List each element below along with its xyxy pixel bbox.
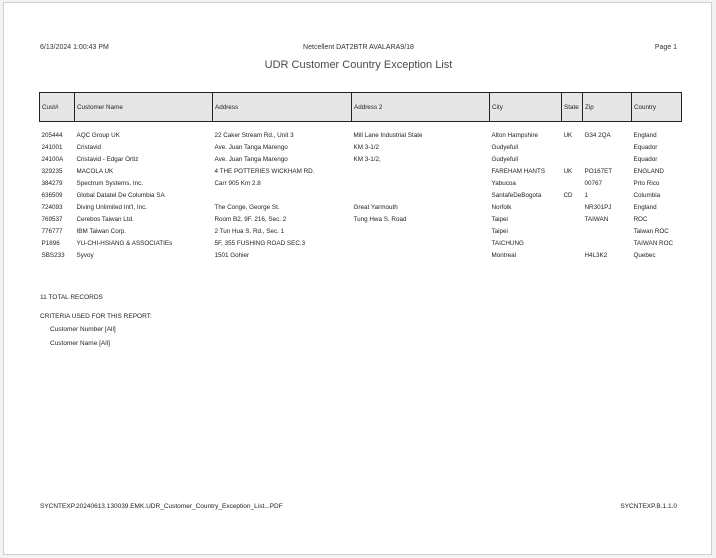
table-cell: Syvoy bbox=[76, 252, 94, 259]
table-cell: Cerebos Taiwan Ltd. bbox=[76, 216, 134, 223]
table-cell: FAREHAM HANTS bbox=[491, 168, 546, 175]
table-cell: TAIWAN bbox=[584, 216, 609, 223]
table-cell: 5F, 355 FUSHING ROAD SEC.3 bbox=[214, 240, 306, 247]
table-cell: Prto Rico bbox=[633, 180, 660, 187]
company-name: Netcellent DAT2BTR AVALARA9/18 bbox=[303, 44, 414, 51]
column-header: Cust# bbox=[40, 93, 75, 122]
table-cell: 4 THE POTTERIES WICKHAM RD. bbox=[214, 168, 315, 175]
table-cell bbox=[352, 250, 490, 262]
table-cell: 1 bbox=[584, 192, 589, 199]
table-cell: 1501 Gohier bbox=[214, 252, 250, 259]
table-cell bbox=[583, 154, 632, 166]
footer-filename: SYCNTEXP.20240613.130039.EMK.UDR_Customer_Country_Exception_List...PDF bbox=[40, 503, 283, 510]
table-cell bbox=[352, 190, 490, 202]
table-row bbox=[40, 226, 682, 238]
table-cell: KM 3-1/2 bbox=[353, 144, 380, 151]
table-cell: Taipei bbox=[491, 216, 508, 223]
table-cell: Mill Lane Industrial State bbox=[353, 132, 423, 139]
table-cell: Ave. Juan Tanga Marengo bbox=[214, 156, 288, 163]
column-header: Customer Name bbox=[75, 93, 213, 122]
table-cell: 00767 bbox=[584, 180, 603, 187]
table-cell bbox=[562, 250, 583, 262]
table-cell bbox=[583, 142, 632, 154]
table-cell: Diving Unlimited Int'l, Inc. bbox=[76, 204, 147, 211]
table-cell: Alton Hampshire bbox=[491, 132, 539, 139]
table-cell bbox=[562, 154, 583, 166]
table-cell: TAICHUNG bbox=[491, 240, 524, 247]
table-cell bbox=[352, 226, 490, 238]
table-cell: Yabucoa bbox=[491, 180, 516, 187]
criteria-customer-name: Customer Name [All] bbox=[50, 340, 110, 347]
report-page bbox=[3, 2, 712, 555]
table-cell: KM 3-1/2, bbox=[353, 156, 381, 163]
table-cell bbox=[562, 214, 583, 226]
table-cell: 22 Caker Stream Rd., Unit 3 bbox=[214, 132, 294, 139]
table-cell bbox=[352, 178, 490, 190]
table-row bbox=[40, 214, 682, 226]
table-cell: SBS233 bbox=[41, 252, 65, 259]
table-cell: Montreal bbox=[491, 252, 516, 259]
table-cell: Cristavid bbox=[76, 144, 101, 151]
report-datetime: 6/13/2024 1:00:43 PM bbox=[40, 44, 109, 51]
table-cell: Carr 905 Km 2.8 bbox=[214, 180, 261, 187]
table-row bbox=[40, 190, 682, 202]
table-row bbox=[40, 142, 682, 154]
table-cell: Equador bbox=[633, 156, 658, 163]
footer-version: SYCNTEXP.B.1.1.0 bbox=[620, 503, 677, 510]
spacer-row bbox=[40, 122, 682, 131]
table-cell: Gudyefuil bbox=[491, 144, 519, 151]
table-cell: Equador bbox=[633, 144, 658, 151]
table-body bbox=[40, 122, 682, 263]
table-cell: Ave. Juan Tanga Marengo bbox=[214, 144, 288, 151]
table-cell bbox=[352, 238, 490, 250]
table-cell: Quebec bbox=[633, 252, 656, 259]
table-cell: ROC bbox=[633, 216, 648, 223]
table-cell: AQC Group UK bbox=[76, 132, 120, 139]
table-cell: P1896 bbox=[41, 240, 60, 247]
table-row bbox=[40, 250, 682, 262]
table-cell: 2 Tun Hua S. Rd., Sec. 1 bbox=[214, 228, 285, 235]
table-cell: UK bbox=[563, 168, 573, 175]
table-cell: Gudyefuil bbox=[491, 156, 519, 163]
report-title: UDR Customer Country Exception List bbox=[264, 59, 453, 71]
table-cell: 384279 bbox=[41, 180, 63, 187]
table-cell: Global Datatel De Columbia SA bbox=[76, 192, 165, 199]
table-cell: The Conge, George St. bbox=[214, 204, 280, 211]
table-cell bbox=[583, 226, 632, 238]
table-cell bbox=[562, 238, 583, 250]
table-cell: Room B2, 9F. 216, Sec. 2 bbox=[214, 216, 287, 223]
table-cell: 205444 bbox=[41, 132, 63, 139]
table-cell: G34 2QA bbox=[584, 132, 611, 139]
table-cell: NR301PJ bbox=[584, 204, 612, 211]
table-cell: England bbox=[633, 132, 657, 139]
table-cell: 241001 bbox=[41, 144, 63, 151]
table-cell: UK bbox=[563, 132, 573, 139]
table-cell bbox=[562, 202, 583, 214]
table-row bbox=[40, 154, 682, 166]
table-row bbox=[40, 130, 682, 142]
table-cell: England bbox=[633, 204, 657, 211]
table-cell bbox=[352, 166, 490, 178]
table-cell: Norfolk bbox=[491, 204, 512, 211]
table-cell: 776777 bbox=[41, 228, 63, 235]
table-cell: Columbia bbox=[633, 192, 661, 199]
table-cell: SantafeDeBogota bbox=[491, 192, 542, 199]
table-cell bbox=[213, 190, 352, 202]
column-header: Zip bbox=[583, 93, 632, 122]
table-row bbox=[40, 166, 682, 178]
table-cell bbox=[583, 238, 632, 250]
criteria-customer-number: Customer Number [All] bbox=[50, 326, 116, 333]
table-cell bbox=[562, 142, 583, 154]
table-cell bbox=[562, 178, 583, 190]
page-number: Page 1 bbox=[654, 44, 677, 51]
table-cell: H4L3K2 bbox=[584, 252, 608, 259]
table-cell: CD bbox=[563, 192, 573, 199]
table-cell bbox=[562, 226, 583, 238]
table-cell: IBM Taiwan Corp. bbox=[76, 228, 127, 235]
table-cell: MACOLA UK bbox=[76, 168, 114, 175]
table-cell: Spectrum Systems, Inc. bbox=[76, 180, 143, 187]
table-cell: Great Yarmouth bbox=[353, 204, 398, 211]
column-header: Address 2 bbox=[352, 93, 490, 122]
criteria-heading: CRITERIA USED FOR THIS REPORT: bbox=[40, 313, 152, 320]
table-cell: TAIWAN ROC bbox=[633, 240, 674, 247]
table-cell: 769537 bbox=[41, 216, 63, 223]
total-records: 11 TOTAL RECORDS bbox=[40, 294, 103, 301]
table-row bbox=[40, 238, 682, 250]
table-cell: 329235 bbox=[41, 168, 63, 175]
table-row bbox=[40, 202, 682, 214]
table-cell: Cristavid - Edgar Ortiz bbox=[76, 156, 139, 163]
table-cell: ENGLAND bbox=[633, 168, 664, 175]
table-cell: Tung Hwa S. Road bbox=[353, 216, 407, 223]
table-header-row bbox=[40, 93, 682, 122]
column-header: City bbox=[490, 93, 562, 122]
column-header: Country bbox=[632, 93, 682, 122]
column-header: Address bbox=[213, 93, 352, 122]
table-cell: 636509 bbox=[41, 192, 63, 199]
table-cell: PO167ET bbox=[584, 168, 613, 175]
table-cell: 724093 bbox=[41, 204, 63, 211]
column-header: State bbox=[562, 93, 583, 122]
table-cell: Taiwan ROC bbox=[633, 228, 669, 235]
table-cell: 24100A bbox=[41, 156, 64, 163]
table-cell: Taipei bbox=[491, 228, 508, 235]
table-cell: YU-CHI-HSIANG & ASSOCIATIEs bbox=[76, 240, 173, 247]
table-row bbox=[40, 178, 682, 190]
report-table bbox=[39, 92, 682, 262]
